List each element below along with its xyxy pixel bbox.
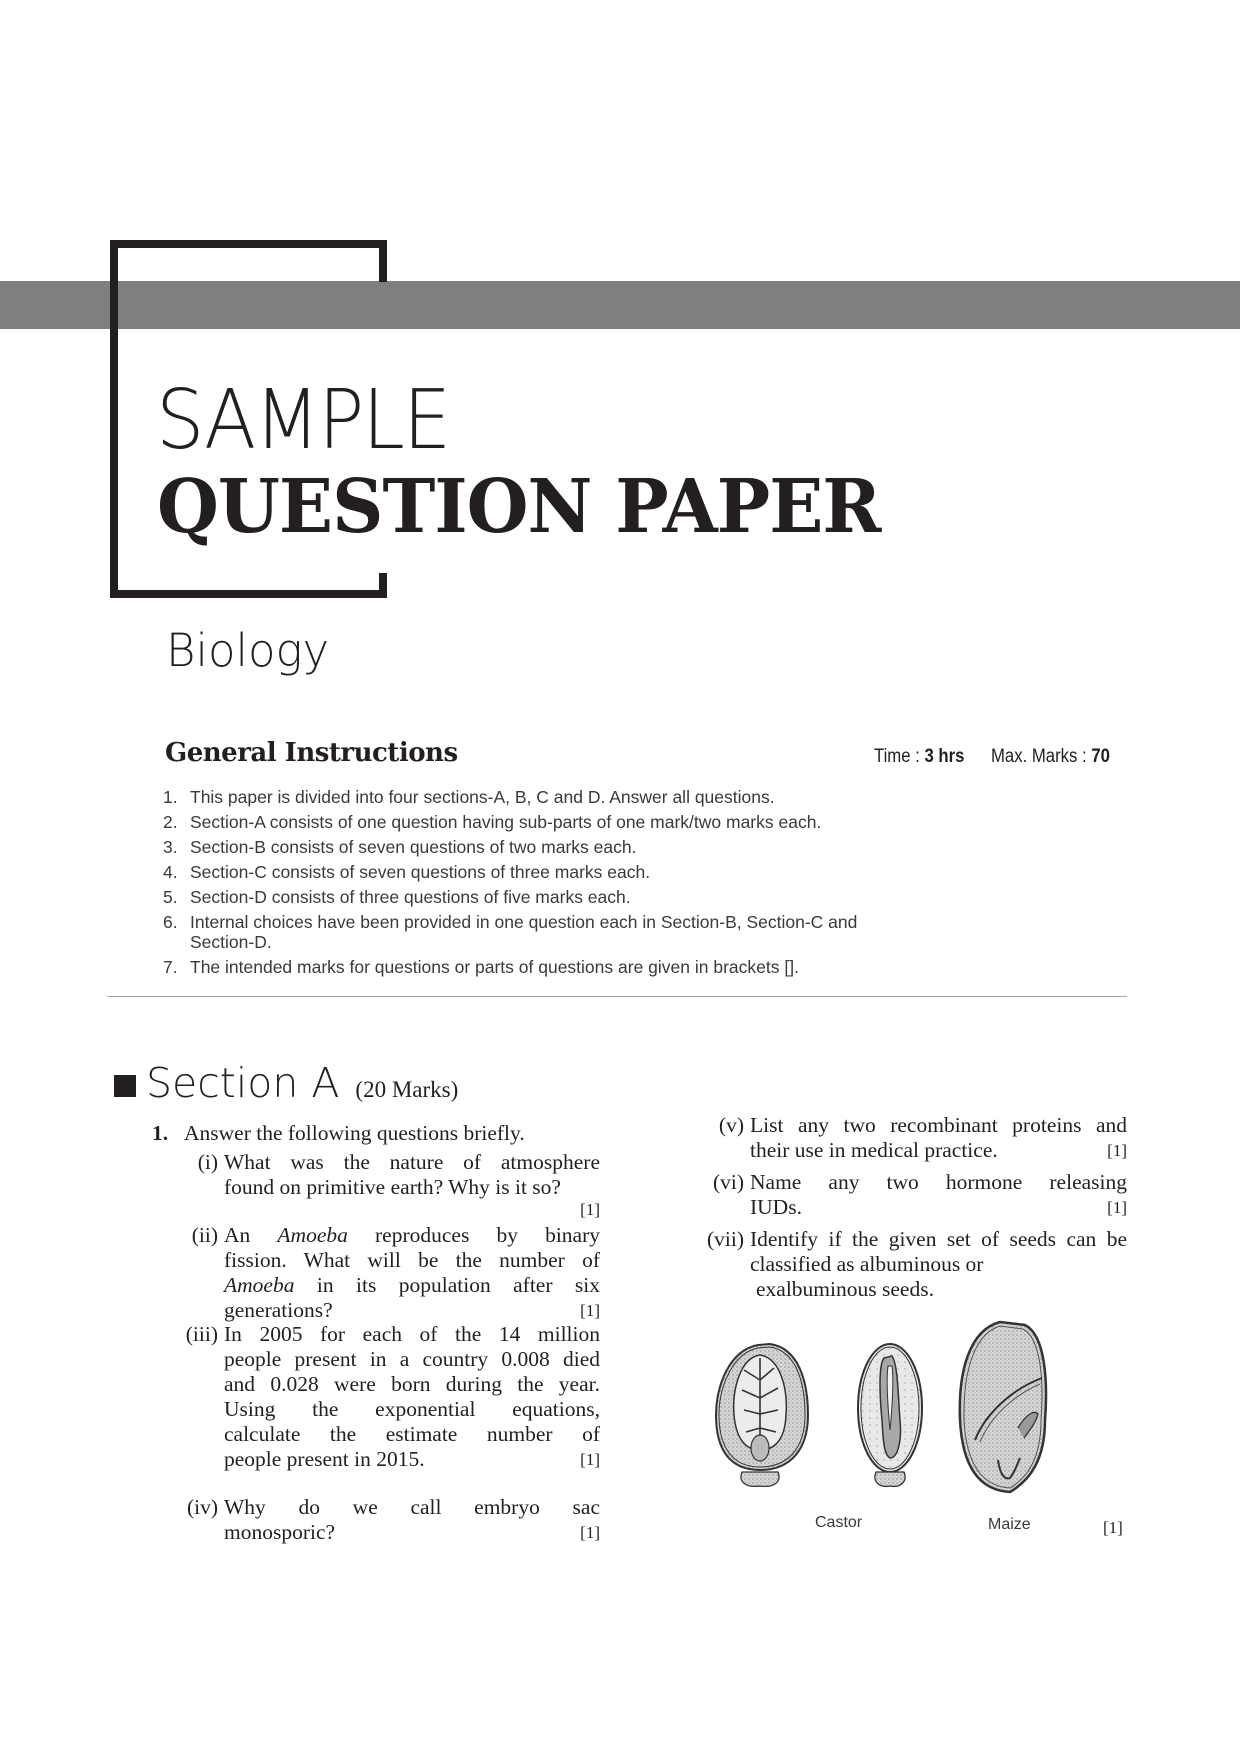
- text-line: What was the nature of atmosphere: [224, 1150, 600, 1174]
- text-span: in its population after six: [316, 1273, 601, 1297]
- title-frame-right-bottom: [379, 573, 387, 598]
- text-line: [750, 1195, 1127, 1220]
- text-span: IUDs.: [750, 1195, 802, 1219]
- question-part-vi: [693, 1170, 1127, 1220]
- part-numeral: (vi): [712, 1170, 744, 1194]
- text-line: [224, 1273, 600, 1298]
- marks-badge: [1]: [580, 1301, 600, 1320]
- time-info: [874, 747, 964, 766]
- instruction-number: 2.: [163, 812, 178, 832]
- text-span: An: [224, 1223, 251, 1247]
- part-body: [224, 1150, 600, 1220]
- instruction-text: This paper is divided into four sections-A, B, C and D. Answer all questions.: [190, 787, 775, 807]
- title-frame-top: [110, 240, 387, 248]
- section-a-heading: [114, 1059, 459, 1107]
- text-line: and 0.028 were born during the year.: [224, 1372, 600, 1396]
- text-line: [224, 1520, 600, 1545]
- text-line: Name any two hormone releasing: [750, 1170, 1127, 1194]
- max-marks-value: 70: [1091, 746, 1110, 767]
- text-line: fission. What will be the number of: [224, 1248, 600, 1272]
- text-span: their use in medical practice.: [750, 1138, 998, 1162]
- instruction-item: [163, 812, 923, 832]
- square-bullet-icon: [114, 1075, 136, 1097]
- text-line: [224, 1223, 600, 1248]
- header-bar: [0, 281, 1240, 329]
- text-line: List any two recombinant proteins and: [750, 1113, 1127, 1137]
- figure-label-castor: Castor: [815, 1514, 863, 1531]
- max-marks-label: Max. Marks :: [991, 746, 1092, 767]
- marks-badge: [1]: [580, 1450, 600, 1469]
- text-line: [224, 1298, 600, 1323]
- instruction-item: [163, 887, 923, 907]
- question-part-vii: [686, 1227, 1127, 1302]
- text-line: found on primitive earth? Why is it so?: [224, 1175, 561, 1199]
- instruction-item: [163, 912, 883, 952]
- seeds-figure: [700, 1310, 1130, 1510]
- text-line: classified as albuminous or: [750, 1252, 984, 1276]
- text-line: people present in a country 0.008 died: [224, 1347, 600, 1371]
- text-line: exalbuminous seeds.: [756, 1277, 934, 1301]
- part-body: [224, 1495, 600, 1545]
- instruction-number: 4.: [163, 862, 178, 882]
- general-instructions-title: General Instructions: [165, 738, 458, 768]
- castor-seed-side-icon: [858, 1344, 922, 1486]
- part-body: [750, 1170, 1127, 1220]
- text-span: monosporic?: [224, 1520, 336, 1544]
- title-frame-left: [110, 240, 118, 598]
- instruction-number: 6.: [163, 912, 178, 932]
- instruction-text: Section-C consists of seven questions of three marks each.: [190, 862, 651, 882]
- part-numeral: (i): [197, 1150, 218, 1174]
- instruction-number: 7.: [163, 957, 178, 977]
- part-body: [224, 1223, 600, 1323]
- question-number: 1.: [152, 1121, 169, 1145]
- question-part-v: [700, 1113, 1127, 1163]
- instruction-text: Section-D consists of three questions of five marks each.: [190, 887, 631, 907]
- instruction-item: [163, 957, 923, 977]
- marks-badge: [1]: [1107, 1141, 1127, 1160]
- marks-badge: [1]: [580, 1523, 600, 1542]
- instruction-item: [163, 787, 923, 807]
- text-line: Why do we call embryo sac: [224, 1495, 600, 1519]
- title-sample: SAMPLE: [156, 373, 450, 468]
- instruction-text: The intended marks for questions or parts of questions are given in brackets [].: [190, 957, 799, 977]
- text-span: reproduces by binary: [375, 1223, 601, 1247]
- marks-badge: [1]: [580, 1200, 600, 1219]
- part-body: [750, 1113, 1127, 1163]
- question-part-ii: [172, 1223, 600, 1323]
- instruction-text: Section-A consists of one question having sub-parts of one mark/two marks each.: [190, 812, 822, 832]
- title-frame-bottom: [110, 590, 387, 598]
- part-body: [750, 1227, 1127, 1302]
- divider: [107, 996, 1127, 997]
- instruction-text: Section-B consists of seven questions of two marks each.: [190, 837, 637, 857]
- figure-label-maize: Maize: [988, 1516, 1031, 1533]
- part-numeral: (iv): [186, 1495, 218, 1519]
- instructions-list: [163, 787, 923, 982]
- italic-term: Amoeba: [277, 1223, 348, 1247]
- question-text: Answer the following questions briefly.: [184, 1121, 525, 1145]
- text-span: people present in 2015.: [224, 1447, 425, 1471]
- instruction-number: 1.: [163, 787, 178, 807]
- castor-seed-longitudinal-icon: [716, 1344, 808, 1486]
- italic-term: Amoeba: [224, 1273, 295, 1297]
- question-part-iii: [165, 1322, 600, 1472]
- text-line: Identify if the given set of seeds can be: [750, 1227, 1127, 1251]
- text-span: generations?: [224, 1298, 333, 1322]
- question-1: [152, 1121, 525, 1146]
- subject-title: Biology: [166, 624, 330, 677]
- section-marks: (20 Marks): [355, 1077, 459, 1102]
- text-line: calculate the estimate number of: [224, 1422, 600, 1446]
- part-numeral: (iii): [185, 1322, 218, 1346]
- text-line: Using the exponential equations,: [224, 1397, 600, 1421]
- instruction-item: [163, 837, 923, 857]
- instruction-number: 5.: [163, 887, 178, 907]
- maize-seed-icon: [960, 1322, 1046, 1492]
- marks-badge: [1]: [1107, 1198, 1127, 1217]
- question-part-iv: [168, 1495, 600, 1545]
- question-part-i: [178, 1150, 600, 1220]
- instruction-number: 3.: [163, 837, 178, 857]
- title-question-paper: QUESTION PAPER: [157, 464, 881, 550]
- text-line: In 2005 for each of the 14 million: [224, 1322, 600, 1346]
- time-value: 3 hrs: [924, 746, 965, 767]
- title-frame-right-top: [379, 240, 387, 282]
- text-line: [224, 1447, 600, 1472]
- text-line: [750, 1138, 1127, 1163]
- part-numeral: (vii): [706, 1227, 744, 1251]
- part-numeral: (ii): [191, 1223, 218, 1247]
- instruction-item: [163, 862, 923, 882]
- instruction-text: Internal choices have been provided in one question each in Section-B, Section-C and Section-D.: [190, 912, 858, 952]
- part-body: [224, 1322, 600, 1472]
- section-title: Section A: [146, 1059, 340, 1107]
- time-label: Time :: [874, 746, 925, 767]
- max-marks-info: [991, 747, 1110, 766]
- marks-badge: [1]: [1103, 1518, 1123, 1537]
- part-numeral: (v): [718, 1113, 744, 1137]
